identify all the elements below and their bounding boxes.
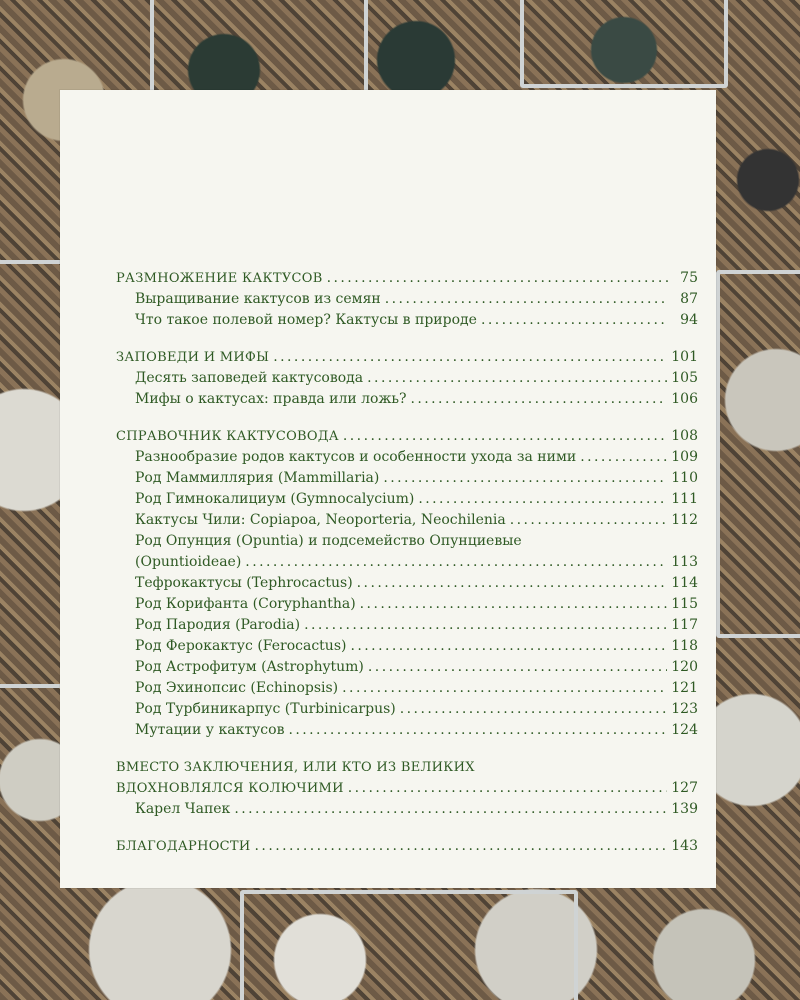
toc-entry-title: Карел Чапек [135,801,231,817]
toc-page-number: 113 [671,554,698,570]
toc-entry[interactable] [116,368,698,389]
toc-entry[interactable] [116,699,698,720]
toc-entry[interactable] [116,594,698,615]
leader-dots [234,799,667,820]
leader-dots [342,678,667,699]
toc-page-number: 108 [671,428,698,444]
toc-page-number: 127 [671,780,698,796]
toc-entry-title: Род Маммиллярия (Mammillaria) [135,470,380,486]
toc-page-number: 115 [671,596,698,612]
leader-dots [288,720,667,741]
toc-entry-title: Род Турбиникарпус (Turbinicarpus) [135,701,396,717]
toc-entry[interactable] [116,310,698,331]
toc-entry[interactable] [116,657,698,678]
toc-entry[interactable] [116,510,698,531]
leader-dots [385,289,668,310]
toc-entry[interactable] [116,447,698,468]
toc-heading[interactable] [116,347,698,368]
toc-entry[interactable] [116,799,698,820]
toc-page-number: 75 [680,270,698,286]
toc-entry-title: Мифы о кактусах: правда или ложь? [135,391,407,407]
leader-dots [418,489,667,510]
toc-page-number: 123 [671,701,698,717]
toc-entry[interactable] [116,552,698,573]
toc-page-number: 101 [671,349,698,365]
leader-dots [580,447,667,468]
toc-heading-title-line1[interactable] [116,757,698,778]
toc-entry-title: Род Ферокактус (Ferocactus) [135,638,347,654]
leader-dots [510,510,668,531]
toc-page-number: 105 [671,370,698,386]
toc-section [116,426,698,741]
toc-page-number: 111 [671,491,698,507]
toc-entry-title: Что такое полевой номер? Кактусы в природе [135,312,477,328]
toc-entry-title-line1[interactable]: Род Опунция (Opuntia) и подсемейство Опунциевые [135,533,522,549]
table-of-contents [116,268,698,873]
toc-page-number: 117 [671,617,698,633]
contents-page [60,90,716,888]
toc-heading-title: СПРАВОЧНИК КАКТУСОВОДА [116,429,339,444]
toc-heading[interactable] [116,836,698,857]
leader-dots [360,594,668,615]
leader-dots [481,310,668,331]
toc-page-number: 112 [671,512,698,528]
toc-entry[interactable] [116,678,698,699]
toc-entry-title: Мутации у кактусов [135,722,285,738]
pot-tray [520,0,728,88]
leader-dots [304,615,667,636]
leader-dots [273,347,667,368]
toc-heading[interactable] [116,426,698,447]
toc-page-number: 94 [680,312,698,328]
toc-entry[interactable] [116,289,698,310]
toc-section [116,347,698,410]
toc-heading[interactable] [116,778,698,799]
leader-dots [400,699,668,720]
pot-tray [150,0,368,98]
toc-page-number: 139 [671,801,698,817]
toc-entry[interactable] [116,615,698,636]
toc-entry[interactable] [116,636,698,657]
toc-section [116,268,698,331]
toc-heading-title: РАЗМНОЖЕНИЕ КАКТУСОВ [116,271,323,286]
leader-dots [245,552,667,573]
toc-entry[interactable] [116,389,698,410]
leader-dots [327,268,668,289]
toc-entry-title: Род Гимнокалициум (Gymnocalycium) [135,491,415,507]
toc-heading-title-line1-text: ВМЕСТО ЗАКЛЮЧЕНИЯ, ИЛИ КТО ИЗ ВЕЛИКИХ [116,760,475,775]
toc-entry-title: Тефрокактусы (Tephrocactus) [135,575,353,591]
toc-section [116,757,698,820]
toc-entry-title: Выращивание кактусов из семян [135,291,381,307]
toc-entry[interactable] [116,573,698,594]
toc-entry-title: Десять заповедей кактусовода [135,370,364,386]
leader-dots [343,426,667,447]
toc-page-number: 120 [671,659,698,675]
toc-entry[interactable] [116,720,698,741]
toc-page-number: 118 [671,638,698,654]
toc-entry-title: Род Астрофитум (Astrophytum) [135,659,364,675]
pot-tray [716,270,800,638]
toc-entry[interactable] [116,489,698,510]
leader-dots [255,836,668,857]
toc-page-number: 87 [680,291,698,307]
toc-page-number: 109 [671,449,698,465]
toc-page-number: 143 [671,838,698,854]
toc-section [116,836,698,857]
toc-entry-title: Род Эхинопсис (Echinopsis) [135,680,339,696]
toc-page-number: 114 [671,575,698,591]
toc-entry[interactable] [116,468,698,489]
toc-page-number: 106 [671,391,698,407]
toc-entry-title: Род Корифанта (Coryphantha) [135,596,356,612]
leader-dots [367,368,667,389]
toc-entry-title: (Opuntioideae) [135,554,242,570]
toc-page-number: 110 [671,470,698,486]
toc-page-number: 121 [671,680,698,696]
toc-entry-title: Разнообразие родов кактусов и особенности ухода за ними [135,449,577,465]
pot-tray [0,260,68,688]
leader-dots [348,778,667,799]
toc-heading-title: БЛАГОДАРНОСТИ [116,839,251,854]
leader-dots [350,636,667,657]
toc-heading-title: ВДОХНОВЛЯЛСЯ КОЛЮЧИМИ [116,781,344,796]
toc-heading[interactable] [116,268,698,289]
toc-heading-title: ЗАПОВЕДИ И МИФЫ [116,350,270,365]
toc-entry-title: Род Пародия (Parodia) [135,617,301,633]
toc-page-number: 124 [671,722,698,738]
toc-entry-title: Кактусы Чили: Copiapoa, Neoporteria, Neochilenia [135,512,506,528]
leader-dots [410,389,667,410]
leader-dots [368,657,667,678]
leader-dots [383,468,667,489]
leader-dots [357,573,668,594]
pot-tray [240,890,578,1000]
